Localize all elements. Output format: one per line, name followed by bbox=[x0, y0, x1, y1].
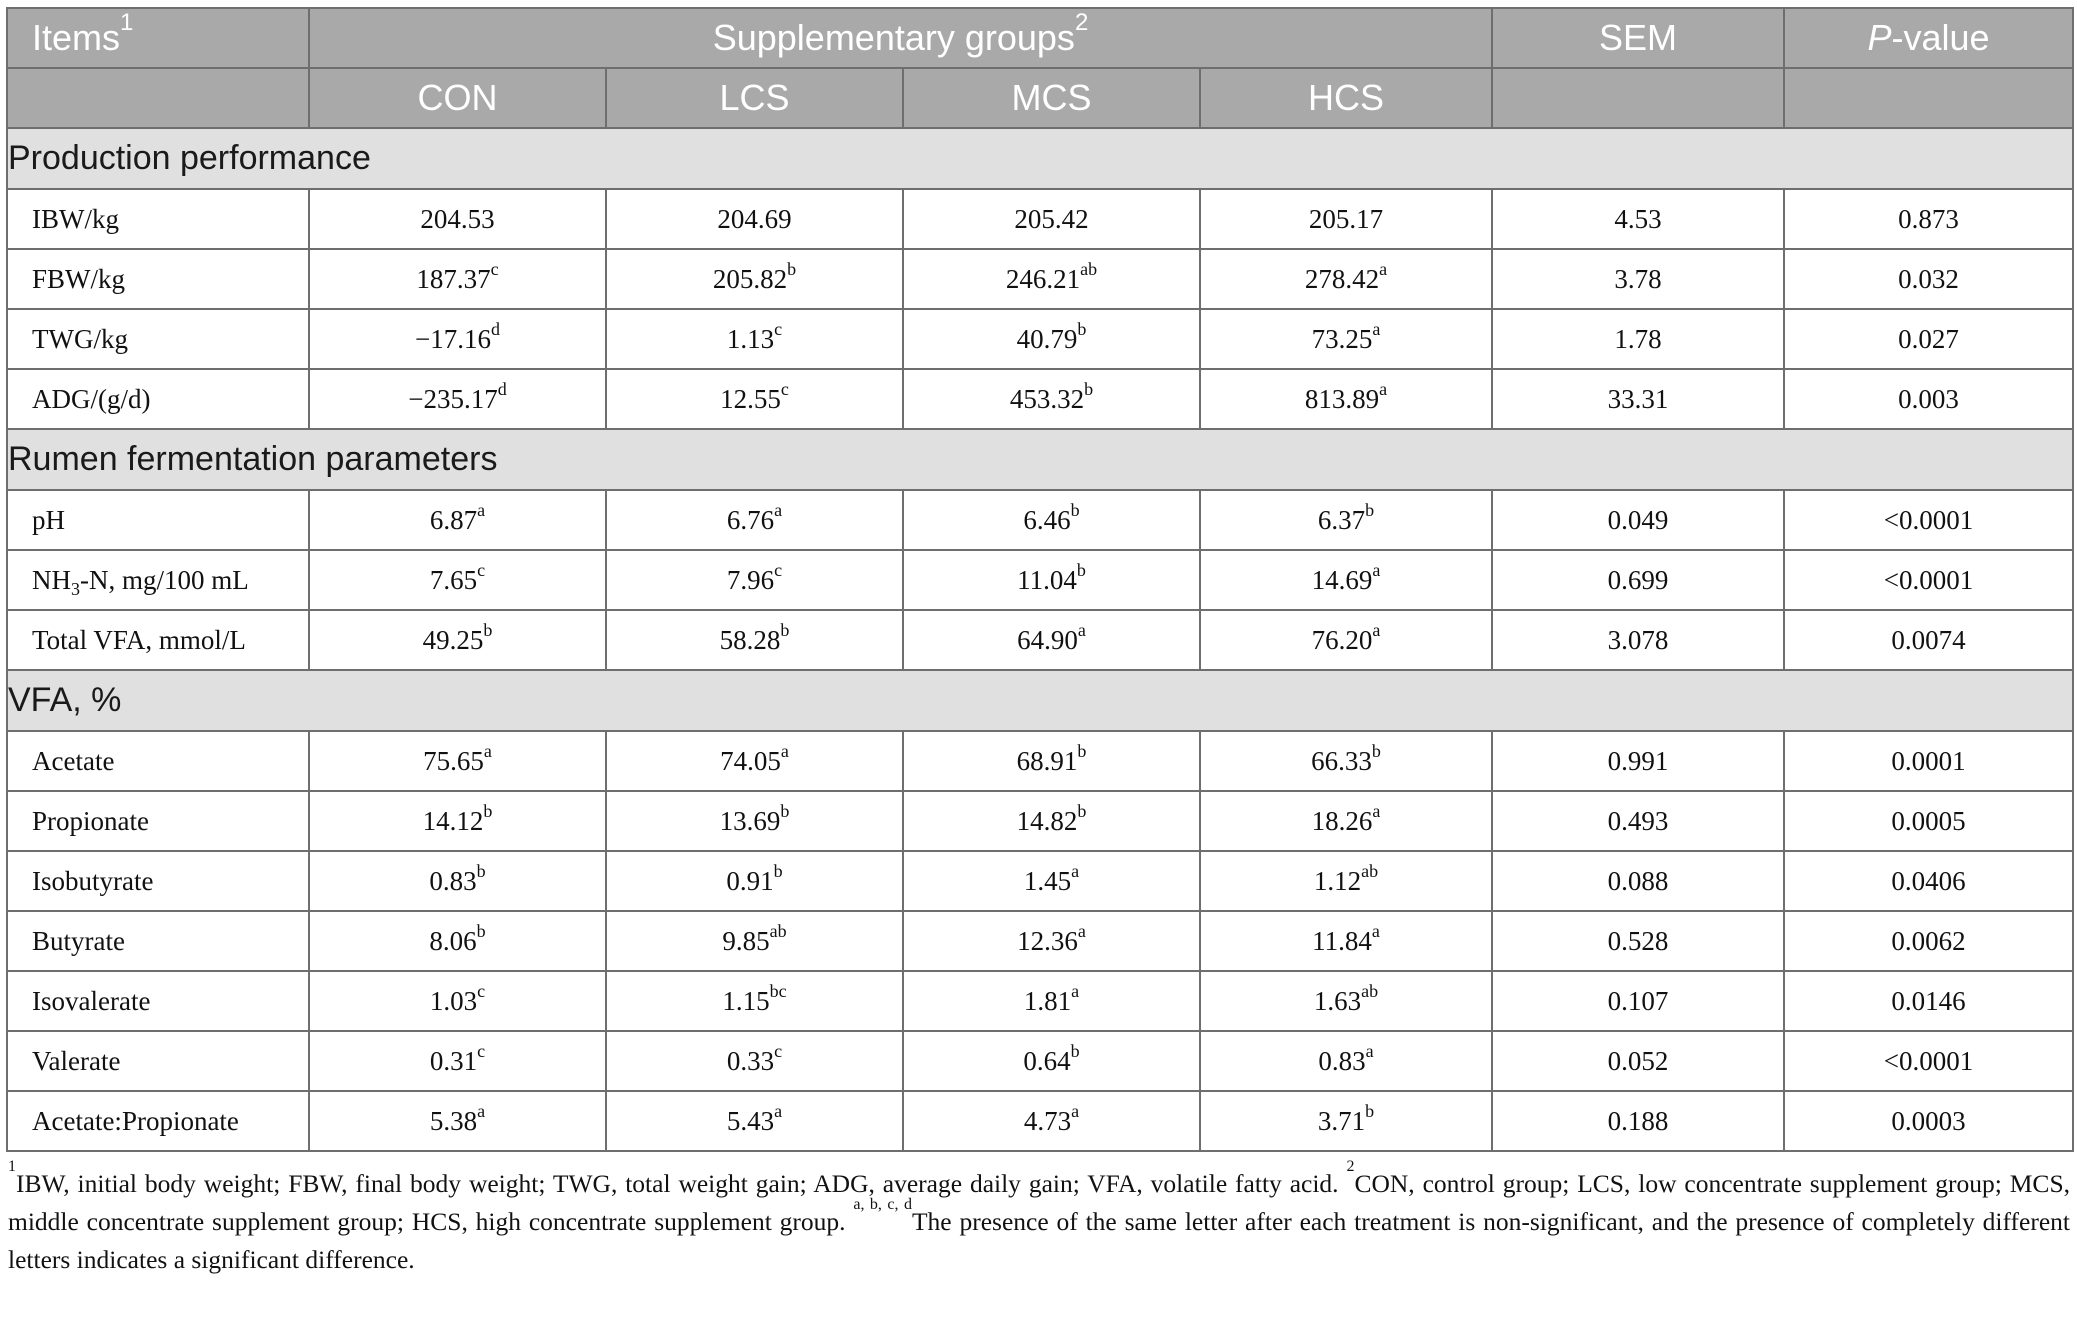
value-cell bbox=[309, 550, 606, 610]
significance-letter: b bbox=[1365, 1100, 1375, 1121]
sem-cell: 4.53 bbox=[1492, 189, 1784, 249]
value-cell bbox=[606, 610, 903, 670]
cell-value: 76.20 bbox=[1311, 624, 1373, 655]
value-cell bbox=[903, 1091, 1200, 1151]
value-cell bbox=[903, 369, 1200, 429]
cell-value: 58.28 bbox=[719, 624, 781, 655]
cell-value: 18.26 bbox=[1311, 805, 1373, 836]
table-row bbox=[7, 610, 2073, 670]
significance-letter: b bbox=[483, 619, 493, 640]
significance-letter: a bbox=[1077, 619, 1086, 640]
value-cell bbox=[606, 490, 903, 550]
cell-value: 205.17 bbox=[1308, 203, 1384, 234]
cell-value: 64.90 bbox=[1017, 624, 1078, 655]
row-item-label: Isovalerate bbox=[7, 971, 309, 1031]
significance-letter: c bbox=[774, 1040, 783, 1061]
significance-letter: c bbox=[490, 258, 499, 279]
sem-cell: 33.31 bbox=[1492, 369, 1784, 429]
sem-cell: 0.528 bbox=[1492, 911, 1784, 971]
sem-cell: 0.493 bbox=[1492, 791, 1784, 851]
item-label-post: -N, mg/100 mL bbox=[80, 564, 249, 595]
table-row bbox=[7, 249, 2073, 309]
p-value-cell: <0.0001 bbox=[1784, 490, 2073, 550]
value-cell bbox=[606, 550, 903, 610]
p-italic: P bbox=[1867, 17, 1892, 58]
value-cell bbox=[309, 911, 606, 971]
significance-letter: b bbox=[780, 800, 790, 821]
value-cell bbox=[606, 731, 903, 791]
header-row-1 bbox=[7, 8, 2073, 68]
cell-value: 7.96 bbox=[726, 564, 775, 595]
results-table bbox=[6, 7, 2074, 1152]
value-cell bbox=[1200, 1031, 1492, 1091]
significance-letter: a bbox=[774, 499, 783, 520]
significance-letter: b bbox=[1084, 378, 1094, 399]
cell-value: 9.85 bbox=[722, 925, 770, 956]
significance-letter: a bbox=[1372, 619, 1381, 640]
significance-letter: b bbox=[1365, 499, 1375, 520]
p-value-cell: 0.032 bbox=[1784, 249, 2073, 309]
value-cell bbox=[903, 490, 1200, 550]
sem-cell: 3.078 bbox=[1492, 610, 1784, 670]
significance-letter: a bbox=[780, 740, 789, 761]
row-item-label: FBW/kg bbox=[7, 249, 309, 309]
cell-value: 11.84 bbox=[1312, 925, 1372, 956]
sem-cell: 0.188 bbox=[1492, 1091, 1784, 1151]
cell-value: 73.25 bbox=[1311, 323, 1373, 354]
value-cell bbox=[1200, 791, 1492, 851]
significance-letter: b bbox=[1371, 740, 1381, 761]
p-value-cell: 0.0003 bbox=[1784, 1091, 2073, 1151]
significance-letter: a bbox=[477, 499, 486, 520]
groups-header-sup: 2 bbox=[1074, 9, 1089, 36]
value-cell bbox=[903, 550, 1200, 610]
significance-letter: c bbox=[477, 1040, 486, 1061]
value-cell bbox=[606, 309, 903, 369]
significance-letter: b bbox=[773, 860, 783, 881]
value-cell bbox=[1200, 309, 1492, 369]
cell-value: 1.03 bbox=[429, 985, 478, 1016]
significance-letter: c bbox=[774, 559, 783, 580]
row-item-label: pH bbox=[7, 490, 309, 550]
value-cell bbox=[606, 971, 903, 1031]
significance-letter: c bbox=[477, 559, 486, 580]
sem-cell: 0.052 bbox=[1492, 1031, 1784, 1091]
row-item-label bbox=[7, 550, 309, 610]
cell-value: 12.55 bbox=[720, 383, 781, 414]
row-item-label: Propionate bbox=[7, 791, 309, 851]
cell-value: 205.42 bbox=[1014, 203, 1089, 234]
significance-letter: a bbox=[477, 1100, 486, 1121]
sem-cell: 0.991 bbox=[1492, 731, 1784, 791]
sem-cell: 0.107 bbox=[1492, 971, 1784, 1031]
significance-letter: b bbox=[780, 619, 790, 640]
cell-value: 5.43 bbox=[726, 1105, 775, 1136]
table-row bbox=[7, 550, 2073, 610]
footnote-text-3: The presence of the same letter after each treatment is non-significant, and the presence of completely different letters indicates a significant difference. bbox=[8, 1207, 2070, 1274]
value-cell bbox=[903, 610, 1200, 670]
section-title: Rumen fermentation parameters bbox=[7, 429, 2073, 490]
significance-letter: b bbox=[1076, 559, 1086, 580]
p-value-cell: 0.0074 bbox=[1784, 610, 2073, 670]
p-value-cell: <0.0001 bbox=[1784, 550, 2073, 610]
value-cell bbox=[309, 309, 606, 369]
cell-value: −17.16 bbox=[415, 323, 491, 354]
item-label-subscript: 3 bbox=[71, 578, 80, 599]
value-cell bbox=[606, 911, 903, 971]
table-row bbox=[7, 1091, 2073, 1151]
cell-value: 1.13 bbox=[726, 323, 775, 354]
table-row bbox=[7, 309, 2073, 369]
sem-cell: 3.78 bbox=[1492, 249, 1784, 309]
cell-value: 74.05 bbox=[720, 745, 781, 776]
sem-cell: 0.088 bbox=[1492, 851, 1784, 911]
cell-value: 5.38 bbox=[429, 1105, 478, 1136]
table-row bbox=[7, 1031, 2073, 1091]
table-row bbox=[7, 851, 2073, 911]
groups-header-text: Supplementary groups bbox=[712, 17, 1075, 58]
cell-value: 6.37 bbox=[1317, 504, 1366, 535]
cell-value: 13.69 bbox=[719, 805, 781, 836]
value-cell bbox=[309, 610, 606, 670]
value-cell bbox=[903, 189, 1200, 249]
section-row bbox=[7, 128, 2073, 189]
value-cell bbox=[1200, 971, 1492, 1031]
cell-value: 6.76 bbox=[726, 504, 775, 535]
row-item-label: IBW/kg bbox=[7, 189, 309, 249]
value-cell bbox=[309, 1091, 606, 1151]
value-cell bbox=[309, 971, 606, 1031]
value-cell bbox=[309, 731, 606, 791]
significance-letter: a bbox=[1077, 920, 1086, 941]
table-row bbox=[7, 911, 2073, 971]
significance-letter: a bbox=[1372, 800, 1381, 821]
value-cell bbox=[606, 249, 903, 309]
cell-value: 0.64 bbox=[1023, 1045, 1071, 1076]
value-cell bbox=[1200, 731, 1492, 791]
significance-letter: a bbox=[1071, 860, 1080, 881]
table-row bbox=[7, 731, 2073, 791]
value-cell bbox=[1200, 369, 1492, 429]
col-header-mcs: MCS bbox=[903, 68, 1200, 128]
footnote-sup-2: 2 bbox=[1346, 1158, 1355, 1175]
row-item-label: Acetate bbox=[7, 731, 309, 791]
value-cell bbox=[606, 369, 903, 429]
significance-letter: a bbox=[483, 740, 492, 761]
p-value-cell: 0.027 bbox=[1784, 309, 2073, 369]
col-header-hcs: HCS bbox=[1200, 68, 1492, 128]
value-cell bbox=[903, 309, 1200, 369]
table-footnote bbox=[6, 1158, 2070, 1279]
cell-value: 75.65 bbox=[423, 745, 484, 776]
cell-value: 14.69 bbox=[1311, 564, 1373, 595]
row-item-label: ADG/(g/d) bbox=[7, 369, 309, 429]
cell-value: 246.21 bbox=[1005, 263, 1081, 294]
p-value-cell: 0.0146 bbox=[1784, 971, 2073, 1031]
value-cell bbox=[1200, 249, 1492, 309]
significance-letter: b bbox=[1077, 800, 1087, 821]
section-row bbox=[7, 429, 2073, 490]
value-cell bbox=[903, 971, 1200, 1031]
p-value-cell: 0.873 bbox=[1784, 189, 2073, 249]
value-cell bbox=[903, 911, 1200, 971]
value-cell bbox=[903, 791, 1200, 851]
footnote-text-2: CON, control group; LCS, low concentrate supplement group; MCS, middle concentrate supplement group; HCS, high concentrate supplement group. bbox=[8, 1169, 2070, 1236]
cell-value: 66.33 bbox=[1311, 745, 1372, 776]
value-cell bbox=[309, 791, 606, 851]
row-item-label: Isobutyrate bbox=[7, 851, 309, 911]
significance-letter: b bbox=[1070, 1040, 1080, 1061]
value-cell bbox=[903, 1031, 1200, 1091]
table-row bbox=[7, 791, 2073, 851]
significance-letter: a bbox=[1372, 559, 1381, 580]
p-value-header bbox=[1784, 8, 2073, 68]
value-cell bbox=[903, 249, 1200, 309]
value-cell bbox=[903, 851, 1200, 911]
sem-cell: 1.78 bbox=[1492, 309, 1784, 369]
value-cell bbox=[903, 731, 1200, 791]
row-item-label: TWG/kg bbox=[7, 309, 309, 369]
cell-value: −235.17 bbox=[408, 383, 498, 414]
cell-value: 1.15 bbox=[722, 985, 770, 1016]
value-cell bbox=[606, 1091, 903, 1151]
table-row bbox=[7, 490, 2073, 550]
value-cell bbox=[1200, 911, 1492, 971]
cell-value: 7.65 bbox=[429, 564, 478, 595]
p-value-cell: 0.0406 bbox=[1784, 851, 2073, 911]
cell-value: 6.46 bbox=[1023, 504, 1071, 535]
significance-letter: a bbox=[1371, 920, 1380, 941]
p-value-cell: 0.0062 bbox=[1784, 911, 2073, 971]
significance-letter: a bbox=[1379, 378, 1388, 399]
cell-value: 204.53 bbox=[420, 203, 495, 234]
footnote-text-1: IBW, initial body weight; FBW, final body weight; TWG, total weight gain; ADG, average daily gain; VFA, volatile fatty acid. bbox=[16, 1169, 1347, 1198]
significance-letter: b bbox=[1077, 740, 1087, 761]
cell-value: 8.06 bbox=[429, 925, 477, 956]
significance-letter: a bbox=[774, 1100, 783, 1121]
table-row bbox=[7, 971, 2073, 1031]
sem-header: SEM bbox=[1492, 8, 1784, 68]
col-header-lcs: LCS bbox=[606, 68, 903, 128]
cell-value: 453.32 bbox=[1009, 383, 1085, 414]
cell-value: 4.73 bbox=[1023, 1105, 1072, 1136]
significance-letter: d bbox=[497, 378, 507, 399]
header-blank-cell bbox=[1492, 68, 1784, 128]
cell-value: 205.82 bbox=[712, 263, 788, 294]
significance-letter: ab bbox=[769, 920, 787, 941]
cell-value: 14.12 bbox=[422, 805, 484, 836]
header-blank-cell bbox=[7, 68, 309, 128]
row-item-label: Acetate:Propionate bbox=[7, 1091, 309, 1151]
significance-letter: b bbox=[1077, 318, 1087, 339]
cell-value: 187.37 bbox=[416, 263, 491, 294]
value-cell bbox=[1200, 1091, 1492, 1151]
cell-value: 49.25 bbox=[422, 624, 484, 655]
value-cell bbox=[1200, 550, 1492, 610]
value-cell bbox=[606, 1031, 903, 1091]
table-row bbox=[7, 189, 2073, 249]
cell-value: 1.12 bbox=[1313, 865, 1362, 896]
value-cell bbox=[606, 851, 903, 911]
p-value-cell: 0.0005 bbox=[1784, 791, 2073, 851]
significance-letter: ab bbox=[1361, 860, 1379, 881]
cell-value: 3.71 bbox=[1317, 1105, 1366, 1136]
items-header-sup: 1 bbox=[120, 9, 134, 36]
items-header bbox=[7, 8, 309, 68]
significance-letter: c bbox=[780, 378, 789, 399]
sem-cell: 0.049 bbox=[1492, 490, 1784, 550]
cell-value: 6.87 bbox=[429, 504, 478, 535]
p-value-cell: <0.0001 bbox=[1784, 1031, 2073, 1091]
value-cell bbox=[1200, 490, 1492, 550]
header-blank-cell bbox=[1784, 68, 2073, 128]
cell-value: 813.89 bbox=[1304, 383, 1380, 414]
items-header-text: Items bbox=[32, 17, 121, 58]
value-cell bbox=[309, 189, 606, 249]
section-title: VFA, % bbox=[7, 670, 2073, 731]
value-cell bbox=[1200, 851, 1492, 911]
significance-letter: b bbox=[476, 860, 486, 881]
significance-letter: b bbox=[1070, 499, 1080, 520]
section-title: Production performance bbox=[7, 128, 2073, 189]
value-cell bbox=[309, 1031, 606, 1091]
significance-letter: a bbox=[1365, 1040, 1374, 1061]
table-container bbox=[6, 7, 2072, 1279]
significance-letter: b bbox=[483, 800, 493, 821]
cell-value: 278.42 bbox=[1304, 263, 1380, 294]
cell-value: 0.83 bbox=[1318, 1045, 1366, 1076]
p-value-cell: 0.003 bbox=[1784, 369, 2073, 429]
cell-value: 0.91 bbox=[726, 865, 774, 896]
significance-letter: ab bbox=[1080, 258, 1098, 279]
cell-value: 11.04 bbox=[1017, 564, 1077, 595]
significance-letter: ab bbox=[1361, 980, 1379, 1001]
significance-letter: a bbox=[1372, 318, 1381, 339]
value-cell bbox=[1200, 189, 1492, 249]
footnote-sup-3: a, b, c, d bbox=[853, 1196, 912, 1213]
header-row-2 bbox=[7, 68, 2073, 128]
cell-value: 1.63 bbox=[1313, 985, 1362, 1016]
cell-value: 1.45 bbox=[1023, 865, 1072, 896]
significance-letter: bc bbox=[769, 980, 787, 1001]
row-item-label: Butyrate bbox=[7, 911, 309, 971]
value-cell bbox=[309, 851, 606, 911]
cell-value: 1.81 bbox=[1023, 985, 1072, 1016]
cell-value: 0.83 bbox=[429, 865, 477, 896]
item-label-pre: NH bbox=[32, 564, 71, 595]
p-rest: -value bbox=[1891, 17, 1990, 58]
significance-letter: a bbox=[1071, 1100, 1080, 1121]
value-cell bbox=[309, 249, 606, 309]
significance-letter: d bbox=[490, 318, 500, 339]
value-cell bbox=[309, 490, 606, 550]
cell-value: 0.33 bbox=[726, 1045, 775, 1076]
table-row bbox=[7, 369, 2073, 429]
cell-value: 0.31 bbox=[429, 1045, 478, 1076]
cell-value: 12.36 bbox=[1017, 925, 1078, 956]
significance-letter: b bbox=[787, 258, 797, 279]
row-item-label: Valerate bbox=[7, 1031, 309, 1091]
cell-value: 40.79 bbox=[1016, 323, 1078, 354]
footnote-sup-1: 1 bbox=[8, 1158, 16, 1175]
value-cell bbox=[309, 369, 606, 429]
cell-value: 204.69 bbox=[717, 203, 792, 234]
significance-letter: c bbox=[477, 980, 486, 1001]
value-cell bbox=[606, 189, 903, 249]
p-value-cell: 0.0001 bbox=[1784, 731, 2073, 791]
col-header-con: CON bbox=[309, 68, 606, 128]
significance-letter: b bbox=[476, 920, 486, 941]
section-row bbox=[7, 670, 2073, 731]
value-cell bbox=[606, 791, 903, 851]
cell-value: 14.82 bbox=[1016, 805, 1078, 836]
sem-cell: 0.699 bbox=[1492, 550, 1784, 610]
row-item-label: Total VFA, mmol/L bbox=[7, 610, 309, 670]
significance-letter: a bbox=[1379, 258, 1388, 279]
cell-value: 68.91 bbox=[1016, 745, 1078, 776]
significance-letter: c bbox=[774, 318, 783, 339]
value-cell bbox=[1200, 610, 1492, 670]
significance-letter: a bbox=[1071, 980, 1080, 1001]
groups-header bbox=[309, 8, 1492, 68]
